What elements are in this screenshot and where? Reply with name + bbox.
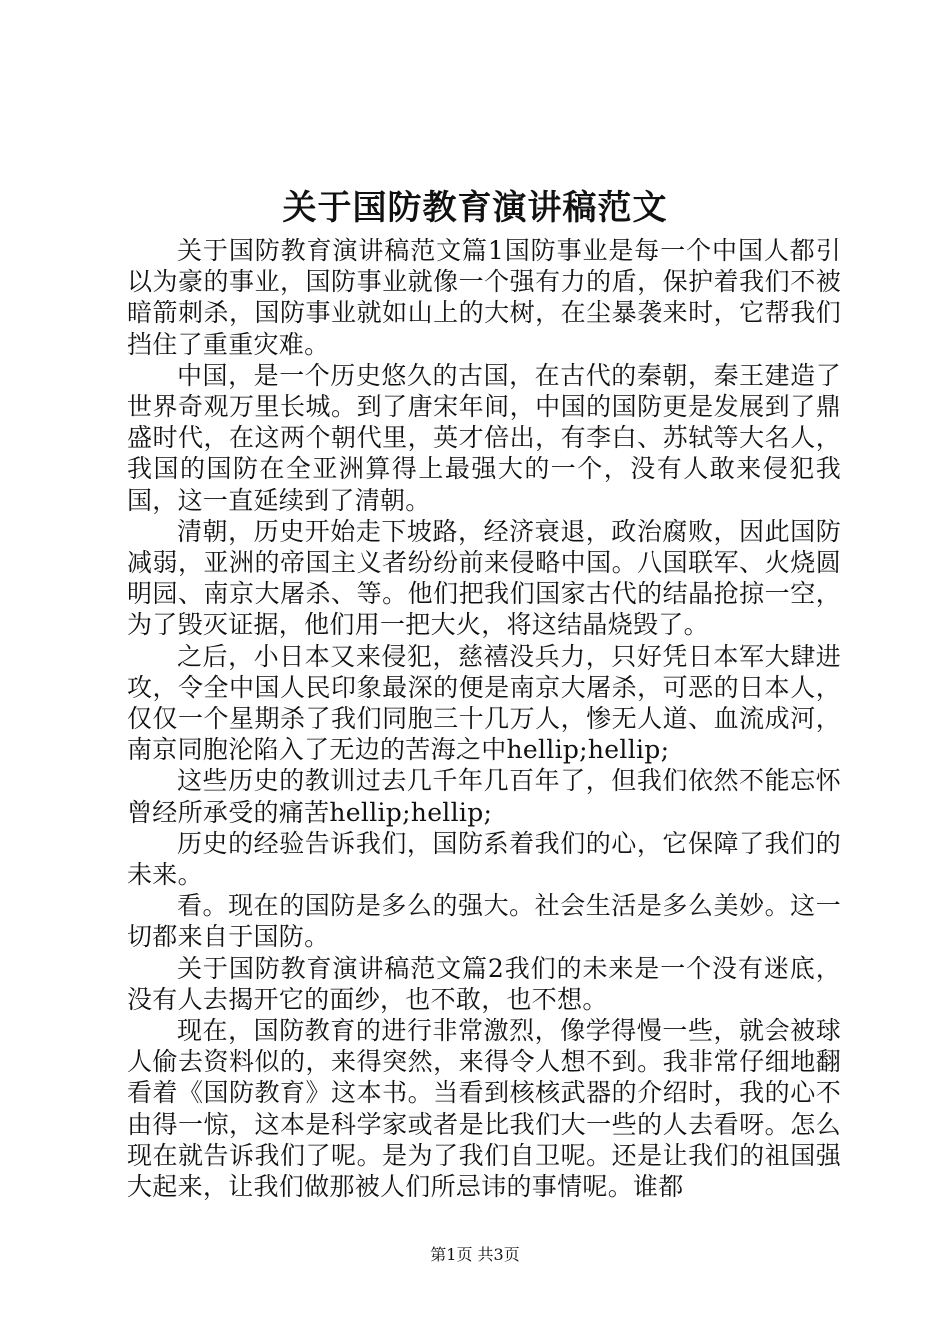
paragraph: 历史的经验告诉我们，国防系着我们的心，它保障了我们的未来。 [127,828,841,890]
document-title: 关于国防教育演讲稿范文 [282,188,668,228]
paragraph: 中国，是一个历史悠久的古国，在古代的秦朝，秦王建造了世界奇观万里长城。到了唐宋年间，中国的国防更是发展到了鼎盛时代，在这两个朝代里，英才倍出，有李白、苏轼等大名人，我国的国防在全亚洲算得上最强大的一个，没有人敢来侵犯我国，这一直延续到了清朝。 [127,360,841,515]
paragraph: 清朝，历史开始走下坡路，经济衰退，政治腐败，因此国防减弱，亚洲的帝国主义者纷纷前来侵略中国。八国联军、火烧圆明园、南京大屠杀、等。他们把我们国家古代的结晶抢掠一空，为了毁灭证据，他们用一把大火，将这结晶烧毁了。 [127,516,841,640]
paragraph: 看。现在的国防是多么的强大。社会生活是多么美妙。这一切都来自于国防。 [127,891,841,952]
page-number-footer: 第1页 共3页 [430,1245,520,1264]
paragraph: 这些历史的教训过去几千年几百年了，但我们依然不能忘怀曾经所承受的痛苦hellip;hellip; [127,766,841,827]
paragraph: 之后，小日本又来侵犯，慈禧没兵力，只好凭日本军大肆进攻，令全中国人民印象最深的便是南京大屠杀，可恶的日本人，仅仅一个星期杀了我们同胞三十几万人，惨无人道、血流成河，南京同胞沦陷入了无边的苦海之中hellip;hellip; [127,641,841,765]
paragraph: 关于国防教育演讲稿范文篇1国防事业是每一个中国人都引以为豪的事业，国防事业就像一个强有力的盾，保护着我们不被暗箭刺杀，国防事业就如山上的大树，在尘暴袭来时，它帮我们挡住了重重灾难。 [127,236,841,359]
paragraph: 关于国防教育演讲稿范文篇2我们的未来是一个没有迷底，没有人去揭开它的面纱，也不敢，也不想。 [127,953,841,1014]
document-body [127,235,841,1202]
paragraph: 现在，国防教育的进行非常激烈，像学得慢一些，就会被球人偷去资料似的，来得突然，来得令人想不到。我非常仔细地翻看着《国防教育》这本书。当看到核核武器的介绍时，我的心不由得一惊，这本是科学家或者是比我们大一些的人去看呀。怎么现在就告诉我们了呢。是为了我们自卫呢。还是让我们的祖国强大起来，让我们做那被人们所忌讳的事情呢。谁都 [127,1016,841,1202]
